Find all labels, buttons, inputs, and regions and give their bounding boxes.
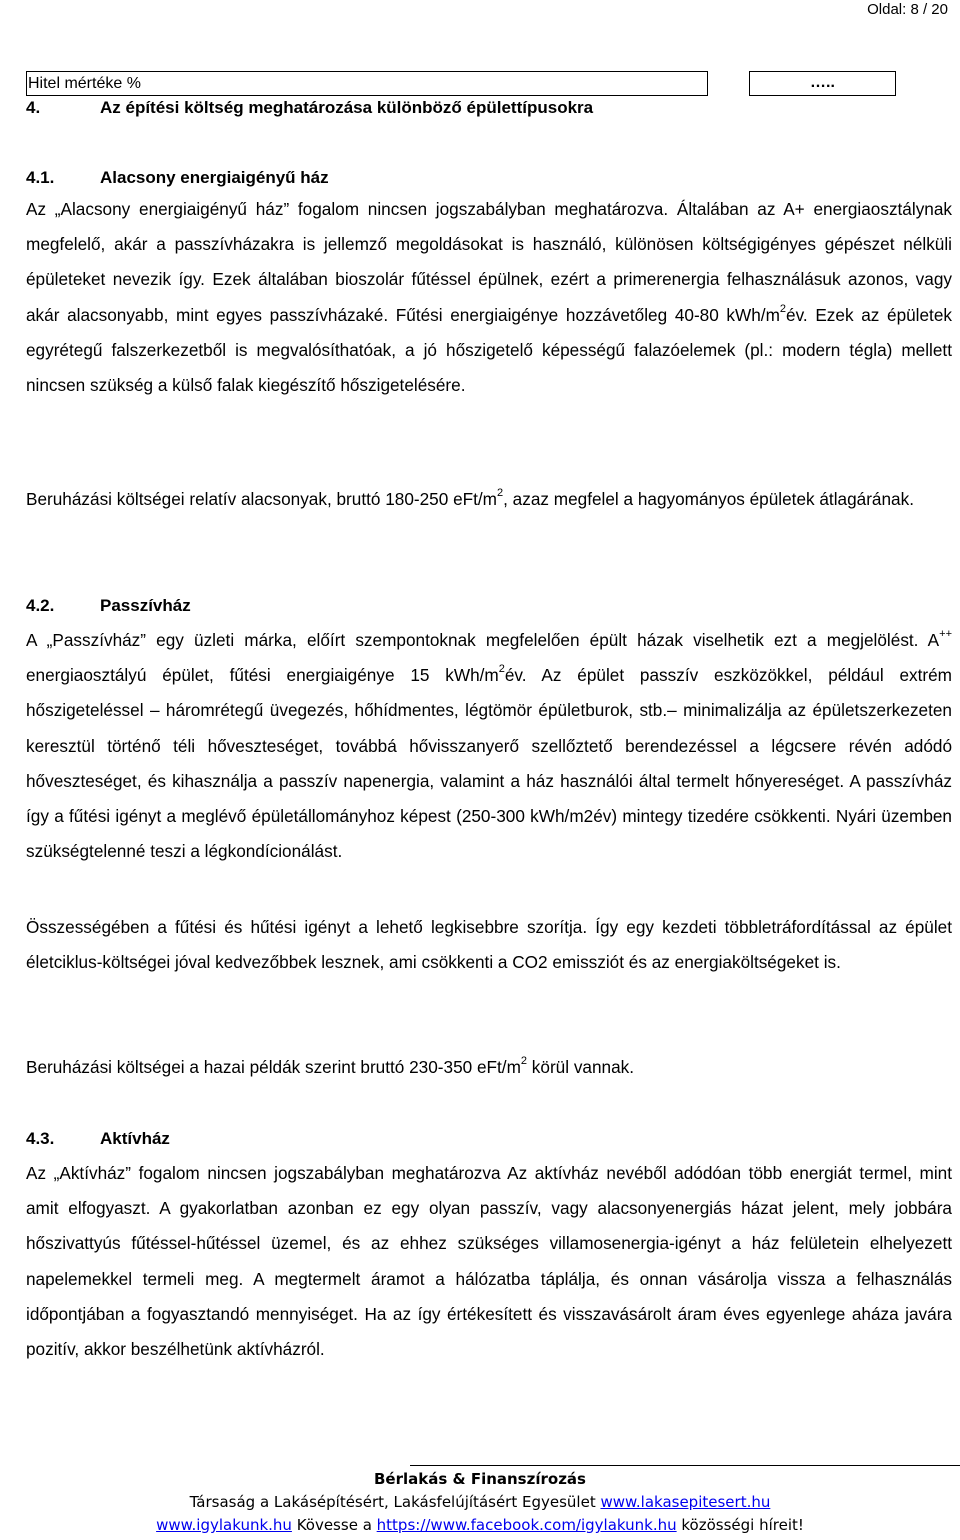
section-4-3-heading	[26, 1128, 952, 1150]
section-4-3-paragraph-1	[26, 1156, 952, 1367]
section-4-2-title: Passzívház	[100, 596, 191, 615]
section-4-1-paragraph-1	[26, 192, 952, 403]
footer-org-name: Társaság a Lakásépítésért, Lakásfelújításért Egyesület	[189, 1493, 601, 1511]
section-4-2-paragraph-1	[26, 623, 952, 869]
s41-p1-text-b: év. Ezek az épületek egyrétegű falszerkezetből is megvalósíthatóak, a jó hőszigetelő képességű falazóelemek (pl.: modern tégla) mellett nincsen szükség a külső falak kiegészítő hőszigetelésére.	[26, 304, 952, 396]
loan-ratio-label: Hitel mértéke %	[28, 75, 141, 92]
footer-line-2	[0, 1492, 960, 1512]
lakasepitesert-link[interactable]: www.lakasepitesert.hu	[600, 1493, 771, 1511]
s41-p2-superscript: 2	[497, 487, 504, 500]
s42-p3-text-b: körül vannak.	[527, 1057, 635, 1077]
section-4-1-paragraph-2	[26, 482, 952, 517]
page-number: Oldal: 8 / 20	[867, 1, 948, 18]
s41-p2-text-a: Beruházási költségei relatív alacsonyak, bruttó 180-250 eFt/m	[26, 489, 497, 509]
footer-news-text: közösségi híreit!	[676, 1516, 804, 1534]
loan-ratio-label-box	[26, 71, 708, 96]
s42-p2-text: Összességében a fűtési és hűtési igényt a lehető legkisebbre szorítja. Így egy kezdeti többletráfordítással az épület életciklus-költségei jóval kedvezőbbek lesznek, ami csökkenti a CO2 emissziót és az energiaköltségeket is.	[26, 917, 952, 973]
s42-p1-text-a: A „Passzívház” egy üzleti márka, előírt szempontoknak megfelelően épült házak viselhetik ezt a megjelölést. A	[26, 630, 940, 650]
section-4-3-title: Aktívház	[100, 1129, 170, 1148]
s43-p1-text: Az „Aktívház” fogalom nincsen jogszabályban meghatározva Az aktívház nevéből adódóan több energiát termel, mint amit elfogyaszt. A gyakorlatban azonban ez egy olyan passzív, vagy alacsonyenergiás házat jelent, mely jobbára hőszivattyús fűtéssel-hűtéssel üzemel, és az ehhez szükséges villamosenergia-igényt a ház felületein elhelyezett napelemekkel termeli meg. A megtermelt áramot a hálózatba táplálja, és onnan vásárolja vissza a felhasználás időpontjában a fogyasztandó mennyiséget. Ha az így értékesített és visszavásárolt áram éves egyenlege aháza javára pozitív, akkor beszélhetünk aktívházról.	[26, 1163, 952, 1360]
facebook-link[interactable]: https://www.facebook.com/igylakunk.hu	[376, 1516, 677, 1534]
footer-title: Bérlakás & Finanszírozás	[374, 1470, 586, 1488]
section-4-1-title: Alacsony energiaigényű ház	[100, 168, 329, 187]
s42-p1-text-c: év. Az épület passzív eszközökkel, például extrém hőszigeteléssel – háromrétegű üvegezés, hőhídmentes, légtömör épületburok, stb.– minimalizálja az épületszerkezeten keresztül történő téli hőveszteséget, továbbá hővisszanyerő szellőztető berendezéssel a légcsere révén adódó hőveszteséget, és kihasználja a passzív napenergia, valamint a ház használói által termelt hőnyereséget. A passzívház így a fűtési igényt a meglévő épületállományhoz képest (250-300 kWh/m2év) mintegy tizedére csökkenti. Nyári üzemben szükségtelenné teszi a légkondícionálást.	[26, 665, 952, 862]
section-4-2-heading	[26, 595, 952, 617]
section-4-2-paragraph-3	[26, 1050, 952, 1085]
footer-divider	[410, 1465, 960, 1466]
s42-p1-superscript-2: 2	[498, 663, 505, 676]
footer-line-3	[0, 1515, 960, 1535]
s42-p1-text-b: energiaosztályú épület, fűtési energiaigénye 15 kWh/m	[26, 665, 499, 686]
footer-follow-text: Kövesse a	[291, 1516, 377, 1534]
section-4-number: 4.	[26, 98, 41, 117]
section-4-1-number: 4.1.	[26, 168, 55, 187]
s41-p1-superscript: 2	[779, 302, 787, 315]
s42-p1-superscript-1: ++	[939, 628, 952, 641]
section-4-2-paragraph-2	[26, 910, 952, 980]
section-4-3-number: 4.3.	[26, 1129, 55, 1148]
s42-p3-text-a: Beruházási költségei a hazai példák szerint bruttó 230-350 eFt/m	[26, 1057, 521, 1077]
section-4-1-heading	[26, 167, 952, 189]
s42-p3-superscript: 2	[520, 1055, 528, 1068]
section-4-heading	[26, 97, 952, 119]
igylakunk-link[interactable]: www.igylakunk.hu	[156, 1516, 292, 1534]
s41-p1-text-a: Az „Alacsony energiaigényű ház” fogalom nincsen jogszabályban meghatározva. Általában az A+ energiaosztálynak megfelelő, akár a passzívházakra is jellemző megoldásokat is használó, különösen költségigényes gépészet nélküli épületeket nevezik így. Ezek általában bioszolár fűtéssel épülnek, ezért a primerenergia felhasználásuk azonos, vagy akár alacsonyabb, mint egyes passzívházaké. Fűtési energiaigénye hozzávetőleg 40-80 kWh/m	[26, 199, 952, 325]
loan-ratio-value-box[interactable]: …..	[749, 71, 896, 96]
section-4-2-number: 4.2.	[26, 596, 55, 615]
section-4-title: Az építési költség meghatározása különböző épülettípusokra	[100, 98, 594, 117]
s41-p2-text-b: , azaz megfelel a hagyományos épületek átlagárának.	[503, 489, 914, 509]
